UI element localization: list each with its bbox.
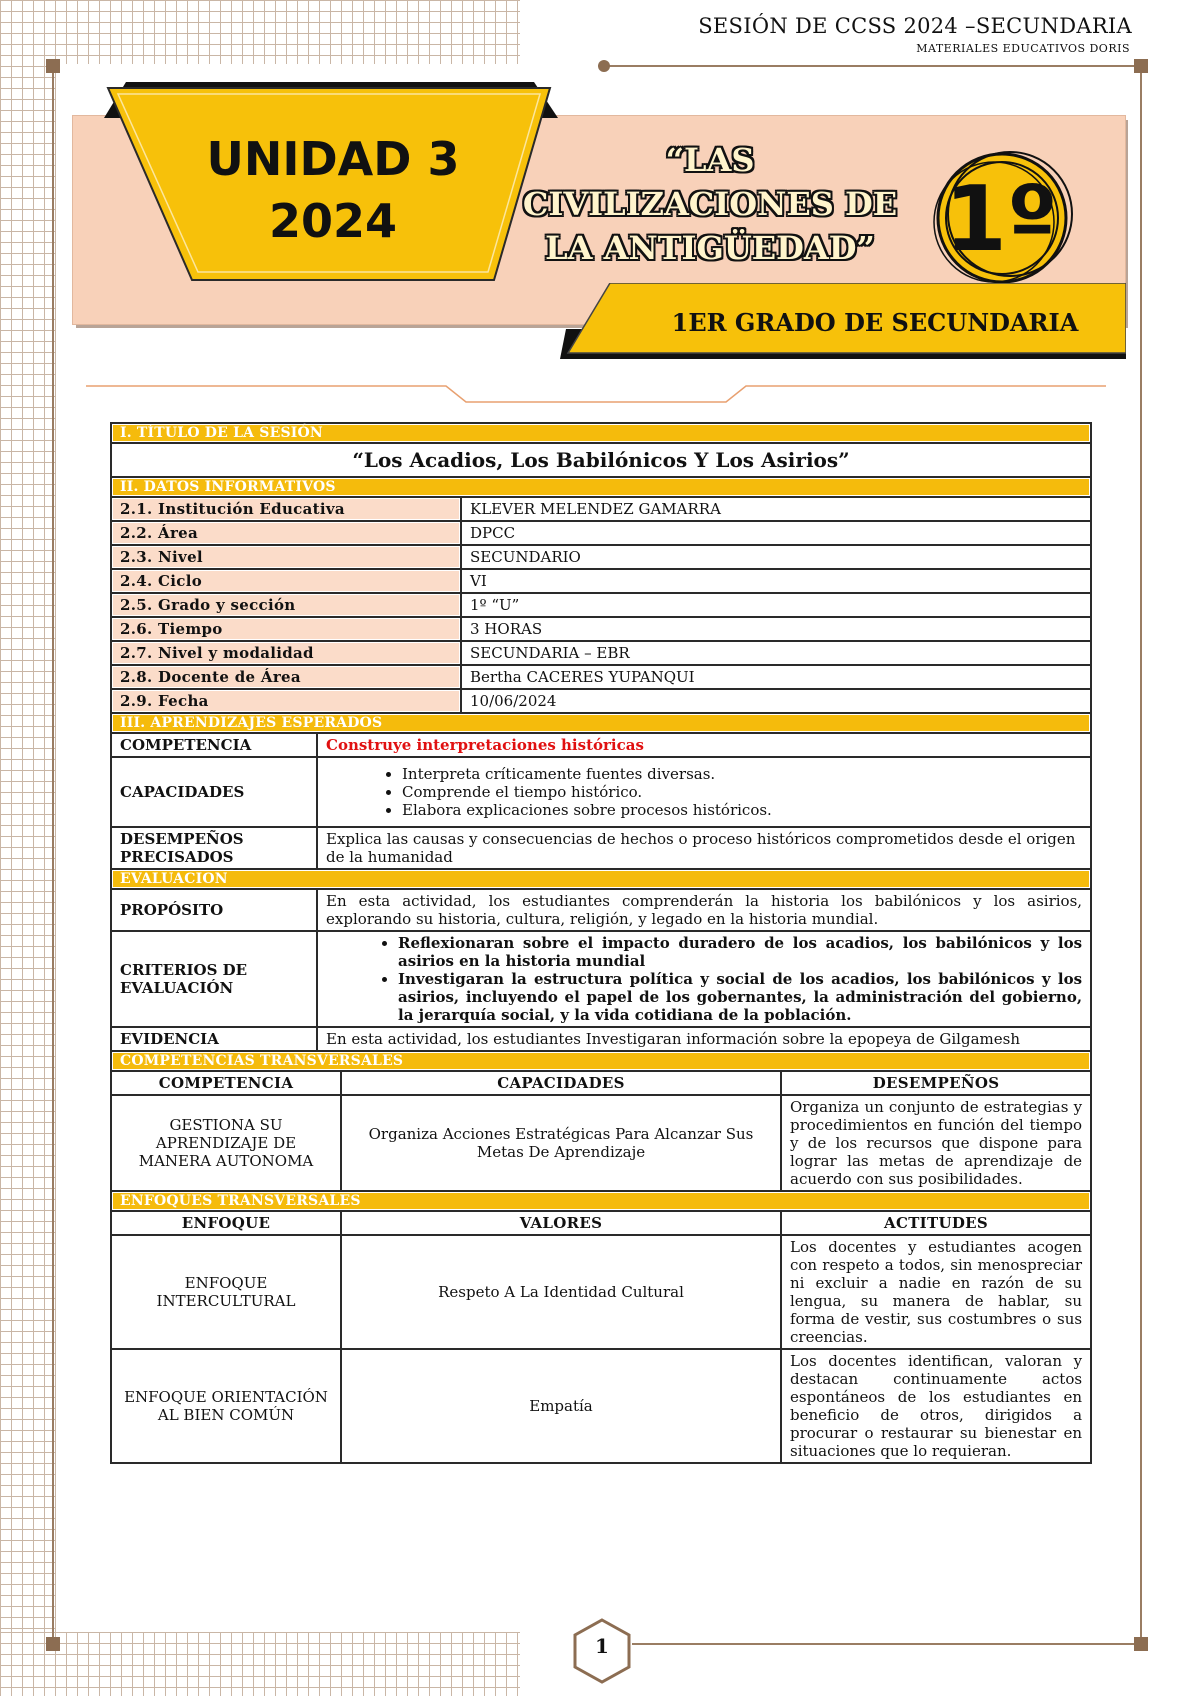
grid-pattern-top bbox=[0, 0, 520, 64]
section-competencias-transversales: COMPETENCIAS TRANSVERSALES bbox=[111, 1051, 1091, 1071]
enf-header-valores: VALORES bbox=[341, 1211, 781, 1235]
desempenos-label: DESEMPEÑOS PRECISADOS bbox=[111, 827, 317, 869]
datos-value: Bertha CACERES YUPANQUI bbox=[461, 665, 1091, 689]
datos-label: 2.2. Área bbox=[111, 521, 461, 545]
session-table bbox=[110, 422, 1092, 1464]
frame-bottom-line bbox=[632, 1643, 1140, 1645]
criterios-label: CRITERIOS DE EVALUACIÓN bbox=[111, 931, 317, 1027]
capacidad-item: • Interpreta críticamente fuentes diversas. bbox=[402, 765, 1082, 783]
ct-header-desempenos: DESEMPEÑOS bbox=[781, 1071, 1091, 1095]
main-title-line-1: “LAS bbox=[665, 141, 755, 179]
section-aprendizajes: III. APRENDIZAJES ESPERADOS bbox=[111, 713, 1091, 733]
datos-label: 2.9. Fecha bbox=[111, 689, 461, 713]
section-enfoques: ENFOQUES TRANSVERSALES bbox=[111, 1191, 1091, 1211]
frame-top-line bbox=[604, 65, 1140, 67]
unit-title bbox=[188, 128, 478, 252]
datos-value: 3 HORAS bbox=[461, 617, 1091, 641]
enfoque-actitudes: Los docentes identifican, valoran y destacan continuamente actos espontáneos de los estudiantes en beneficio de otros, dirigidos a procurar o restaurar su bienestar en situaciones que lo requieran. bbox=[781, 1349, 1091, 1463]
ct-competencia: GESTIONA SU APRENDIZAJE DE MANERA AUTONOMA bbox=[111, 1095, 341, 1191]
frame-left-line bbox=[52, 66, 54, 1644]
enfoque-row bbox=[111, 1349, 1091, 1463]
datos-label: 2.1. Institución Educativa bbox=[111, 497, 461, 521]
enfoque-name: ENFOQUE INTERCULTURAL bbox=[111, 1235, 341, 1349]
header-subtitle: MATERIALES EDUCATIVOS DORIS bbox=[916, 42, 1130, 55]
main-title-line-3: LA ANTIGÜEDAD” bbox=[545, 229, 875, 267]
ct-header-capacidades: CAPACIDADES bbox=[341, 1071, 781, 1095]
frame-right-line bbox=[1140, 66, 1142, 1644]
unit-line-1: UNIDAD 3 bbox=[206, 132, 460, 186]
criterios-list bbox=[317, 931, 1091, 1027]
unit-main-title bbox=[490, 138, 930, 270]
datos-value: KLEVER MELENDEZ GAMARRA bbox=[461, 497, 1091, 521]
enfoque-actitudes: Los docentes y estudiantes acogen con respeto a todos, sin menospreciar ni excluir a nadie en razón de su lengua, su manera de hablar, su forma de vestir, sus costumbres o sus creencias. bbox=[781, 1235, 1091, 1349]
grid-pattern-bottom bbox=[0, 1632, 520, 1696]
grid-pattern-left bbox=[0, 0, 56, 1696]
criterio-item: • Reflexionaran sobre el impacto duradero de los acadios, los babilónicos y los asirios en la historia mundial bbox=[398, 934, 1082, 970]
datos-label: 2.7. Nivel y modalidad bbox=[111, 641, 461, 665]
datos-row bbox=[111, 521, 1091, 545]
section-datos: II. DATOS INFORMATIVOS bbox=[111, 477, 1091, 497]
datos-value: 1º “U” bbox=[461, 593, 1091, 617]
proposito-value: En esta actividad, los estudiantes comprenderán la historia los babilónicos y los asirios, explorando su historia, cultura, religión, y legado en la historia mundial. bbox=[317, 889, 1091, 931]
frame-corner-br bbox=[1134, 1637, 1148, 1651]
datos-row bbox=[111, 617, 1091, 641]
datos-value: DPCC bbox=[461, 521, 1091, 545]
capacidad-item: • Elabora explicaciones sobre procesos históricos. bbox=[402, 801, 1082, 819]
ct-header-competencia: COMPETENCIA bbox=[111, 1071, 341, 1095]
capacidad-item: • Comprende el tiempo histórico. bbox=[402, 783, 1082, 801]
datos-value: VI bbox=[461, 569, 1091, 593]
datos-value: 10/06/2024 bbox=[461, 689, 1091, 713]
datos-row bbox=[111, 689, 1091, 713]
ct-capacidades: Organiza Acciones Estratégicas Para Alcanzar Sus Metas De Aprendizaje bbox=[341, 1095, 781, 1191]
section-titulo: I. TÍTULO DE LA SESIÓN bbox=[111, 423, 1091, 443]
main-title-line-2: CIVILIZACIONES DE bbox=[522, 185, 898, 223]
datos-row bbox=[111, 545, 1091, 569]
page-number: 1 bbox=[595, 1634, 609, 1658]
header-title: SESIÓN DE CCSS 2024 –SECUNDARIA bbox=[698, 14, 1132, 38]
frame-corner-tl bbox=[46, 59, 60, 73]
ct-desempenos: Organiza un conjunto de estrategias y procedimientos en función del tiempo y de los recursos que dispone para lograr las metas de aprendizaje de acuerdo con sus posibilidades. bbox=[781, 1095, 1091, 1191]
datos-value: SECUNDARIA – EBR bbox=[461, 641, 1091, 665]
datos-label: 2.6. Tiempo bbox=[111, 617, 461, 641]
datos-row bbox=[111, 569, 1091, 593]
frame-dot bbox=[598, 60, 610, 72]
datos-label: 2.5. Grado y sección bbox=[111, 593, 461, 617]
enf-header-enfoque: ENFOQUE bbox=[111, 1211, 341, 1235]
enfoque-name: ENFOQUE ORIENTACIÓN AL BIEN COMÚN bbox=[111, 1349, 341, 1463]
evidencia-label: EVIDENCIA bbox=[111, 1027, 317, 1051]
capacidades-label: CAPACIDADES bbox=[111, 757, 317, 827]
datos-value: SECUNDARIO bbox=[461, 545, 1091, 569]
datos-label: 2.3. Nivel bbox=[111, 545, 461, 569]
criterio-item: • Investigaran la estructura política y social de los acadios, los babilónicos y los asirios, incluyendo el papel de los gobernantes, la administración del gobierno, la jerarquía social, y la vida cotidiana de la población. bbox=[398, 970, 1082, 1024]
datos-row bbox=[111, 641, 1091, 665]
competencia-value: Construye interpretaciones históricas bbox=[317, 733, 1091, 757]
frame-corner-bl bbox=[46, 1637, 60, 1651]
enfoque-valor: Respeto A La Identidad Cultural bbox=[341, 1235, 781, 1349]
enf-header-actitudes: ACTITUDES bbox=[781, 1211, 1091, 1235]
evidencia-value: En esta actividad, los estudiantes Investigaran información sobre la epopeya de Gilgamesh bbox=[317, 1027, 1091, 1051]
proposito-label: PROPÓSITO bbox=[111, 889, 317, 931]
enfoque-valor: Empatía bbox=[341, 1349, 781, 1463]
datos-label: 2.8. Docente de Área bbox=[111, 665, 461, 689]
enfoque-row bbox=[111, 1235, 1091, 1349]
session-title: “Los Acadios, Los Babilónicos Y Los Asirios” bbox=[111, 443, 1091, 477]
unit-year: 2024 bbox=[268, 194, 398, 248]
datos-row bbox=[111, 665, 1091, 689]
separator-line bbox=[86, 382, 1116, 406]
competencia-label: COMPETENCIA bbox=[111, 733, 317, 757]
desempenos-value: Explica las causas y consecuencias de hechos o proceso históricos comprometidos desde el origen de la humanidad bbox=[317, 827, 1091, 869]
capacidades-list bbox=[317, 757, 1091, 827]
datos-row bbox=[111, 497, 1091, 521]
datos-label: 2.4. Ciclo bbox=[111, 569, 461, 593]
datos-row bbox=[111, 593, 1091, 617]
frame-corner-tr bbox=[1134, 59, 1148, 73]
grade-label: 1ER GRADO DE SECUNDARIA bbox=[671, 308, 1079, 337]
section-evaluacion: EVALUACION bbox=[111, 869, 1091, 889]
grade-number: 1º bbox=[944, 167, 1058, 272]
